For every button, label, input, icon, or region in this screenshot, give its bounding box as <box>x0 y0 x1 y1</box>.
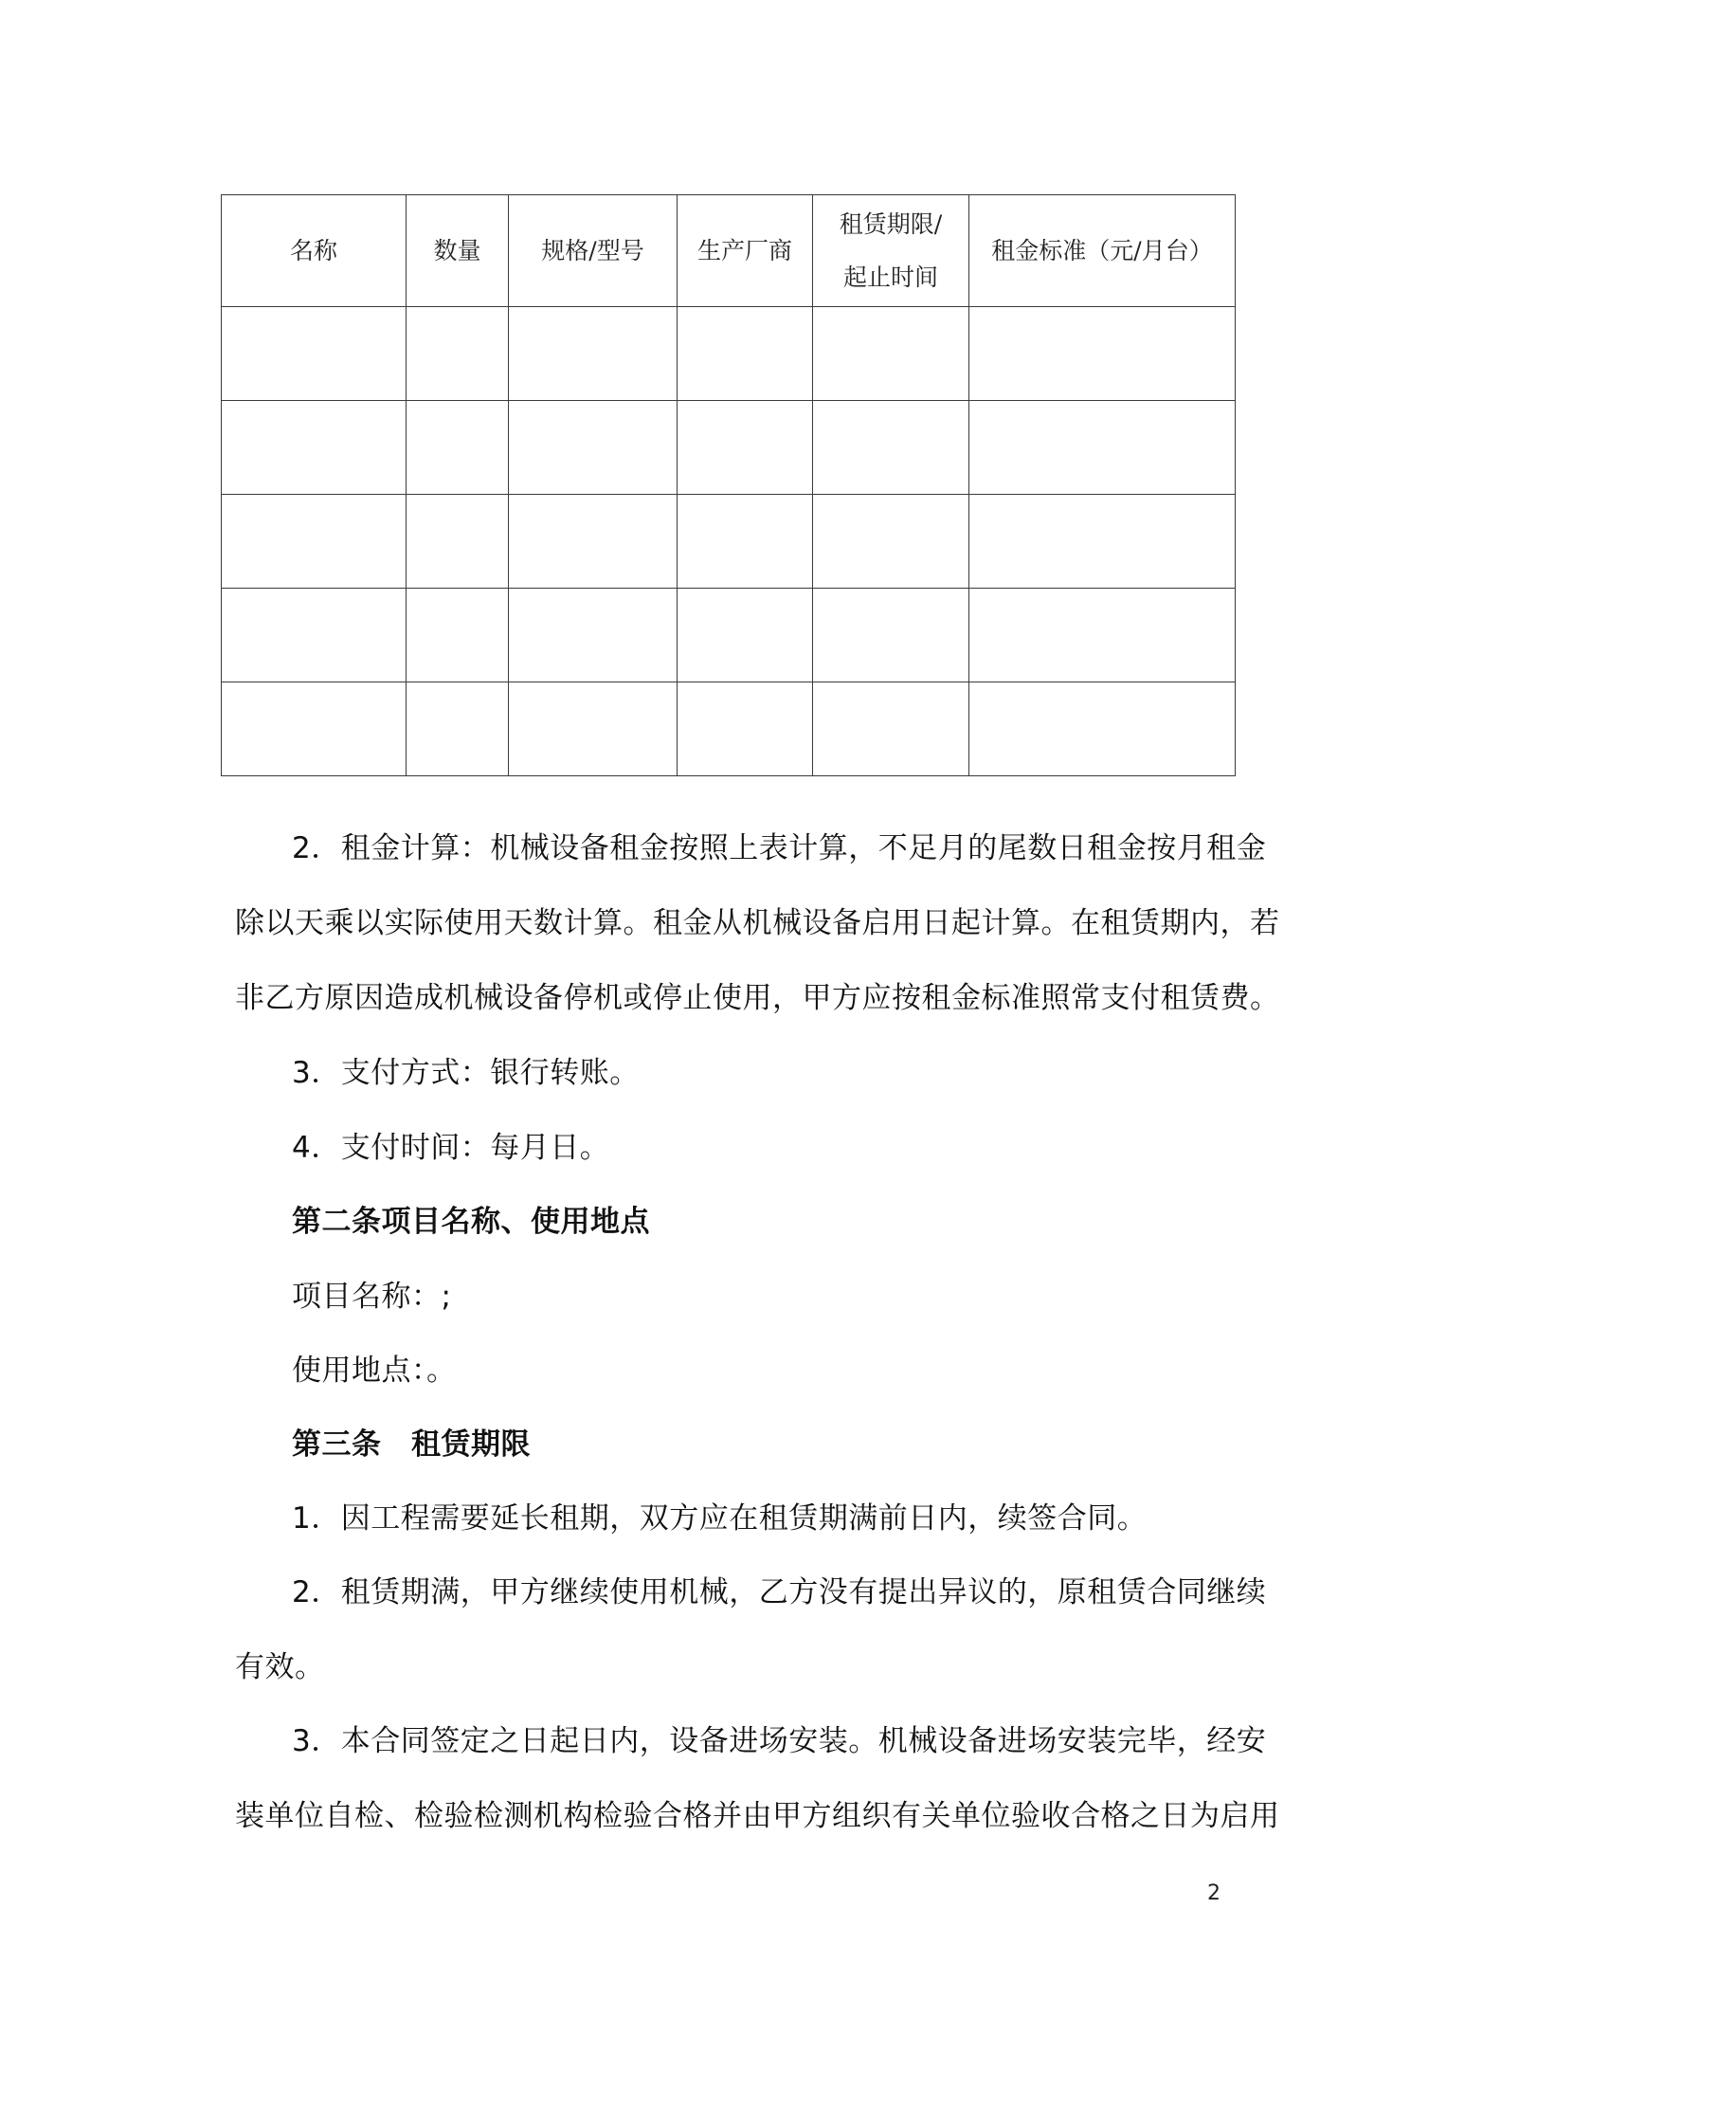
table-cell <box>509 589 678 682</box>
header-quantity: 数量 <box>407 195 509 307</box>
table-row <box>222 589 1236 682</box>
table-cell <box>969 589 1236 682</box>
header-lease-term-line1: 租赁期限/ <box>839 209 943 238</box>
installation-line-2: 装单位自检、检验检测机构检验合格并由甲方组织有关单位验收合格之日为启用 <box>235 1799 1280 1833</box>
table-cell <box>222 589 407 682</box>
table-cell <box>678 589 813 682</box>
installation-paragraph <box>235 1704 1280 1854</box>
lease-expiry-line-1: 2．租赁期满，甲方继续使用机械，乙方没有提出异议的，原租赁合同继续 <box>292 1575 1267 1609</box>
article-2-heading-text: 第二条项目名称、使用地点 <box>292 1205 650 1239</box>
table-cell <box>813 589 969 682</box>
lease-expiry-paragraph <box>235 1555 1267 1705</box>
table-cell <box>678 401 813 495</box>
table-cell <box>222 495 407 589</box>
payment-method-text: 3．支付方式：银行转账。 <box>292 1056 640 1090</box>
table-cell <box>813 401 969 495</box>
table-cell <box>813 682 969 776</box>
lease-extension-paragraph <box>235 1482 1239 1556</box>
table-cell <box>813 495 969 589</box>
table-cell <box>509 401 678 495</box>
table-cell <box>678 495 813 589</box>
article-2-heading <box>235 1185 1239 1260</box>
table-cell <box>407 495 509 589</box>
table-row <box>222 682 1236 776</box>
table-cell <box>222 401 407 495</box>
article-3-heading-text: 第三条 租赁期限 <box>292 1427 531 1462</box>
header-lease-term-line2: 起止时间 <box>842 263 938 291</box>
table-cell <box>509 307 678 401</box>
use-location-text: 使用地点：。 <box>292 1354 457 1388</box>
header-rent-standard: 租金标准（元/月台） <box>969 195 1236 307</box>
lease-expiry-line-2: 有效。 <box>235 1650 325 1684</box>
table-cell <box>222 307 407 401</box>
lease-extension-text: 1．因工程需要延长租期，双方应在租赁期满前日内，续签合同。 <box>292 1501 1148 1536</box>
rent-calculation-line-1: 2．租金计算：机械设备租金按照上表计算，不足月的尾数日租金按月租金 <box>292 831 1267 865</box>
table-cell <box>407 307 509 401</box>
table-cell <box>969 307 1236 401</box>
project-name-paragraph <box>235 1260 1239 1335</box>
table-row <box>222 307 1236 401</box>
header-spec-model: 规格/型号 <box>509 195 678 307</box>
table-cell <box>509 495 678 589</box>
use-location-paragraph <box>235 1334 1239 1409</box>
table-cell <box>407 589 509 682</box>
page-number: 2 <box>1207 1882 1221 1905</box>
rental-equipment-table <box>221 194 1236 776</box>
payment-time-text: 4．支付时间：每月日。 <box>292 1131 610 1165</box>
header-lease-term <box>813 195 969 307</box>
table-cell <box>407 682 509 776</box>
header-name: 名称 <box>222 195 407 307</box>
table-cell <box>222 682 407 776</box>
payment-method-paragraph <box>235 1036 1239 1111</box>
table-cell <box>969 401 1236 495</box>
header-manufacturer: 生产厂商 <box>678 195 813 307</box>
rent-calculation-paragraph <box>235 811 1280 1036</box>
table-header-row <box>222 195 1236 307</box>
table-cell <box>678 682 813 776</box>
article-3-heading <box>235 1408 1239 1482</box>
table-row <box>222 401 1236 495</box>
table-cell <box>509 682 678 776</box>
rent-calculation-line-3: 非乙方原因造成机械设备停机或停止使用，甲方应按租金标准照常支付租赁费。 <box>235 981 1280 1015</box>
table-cell <box>969 682 1236 776</box>
table-cell <box>407 401 509 495</box>
table-row <box>222 495 1236 589</box>
installation-line-1: 3．本合同签定之日起日内，设备进场安装。机械设备进场安装完毕，经安 <box>292 1724 1267 1758</box>
table-cell <box>678 307 813 401</box>
table-cell <box>969 495 1236 589</box>
payment-time-paragraph <box>235 1111 1239 1186</box>
table-cell <box>813 307 969 401</box>
rent-calculation-line-2: 除以天乘以实际使用天数计算。租金从机械设备启用日起计算。在租赁期内，若 <box>235 906 1280 940</box>
project-name-text: 项目名称：; <box>292 1280 452 1314</box>
